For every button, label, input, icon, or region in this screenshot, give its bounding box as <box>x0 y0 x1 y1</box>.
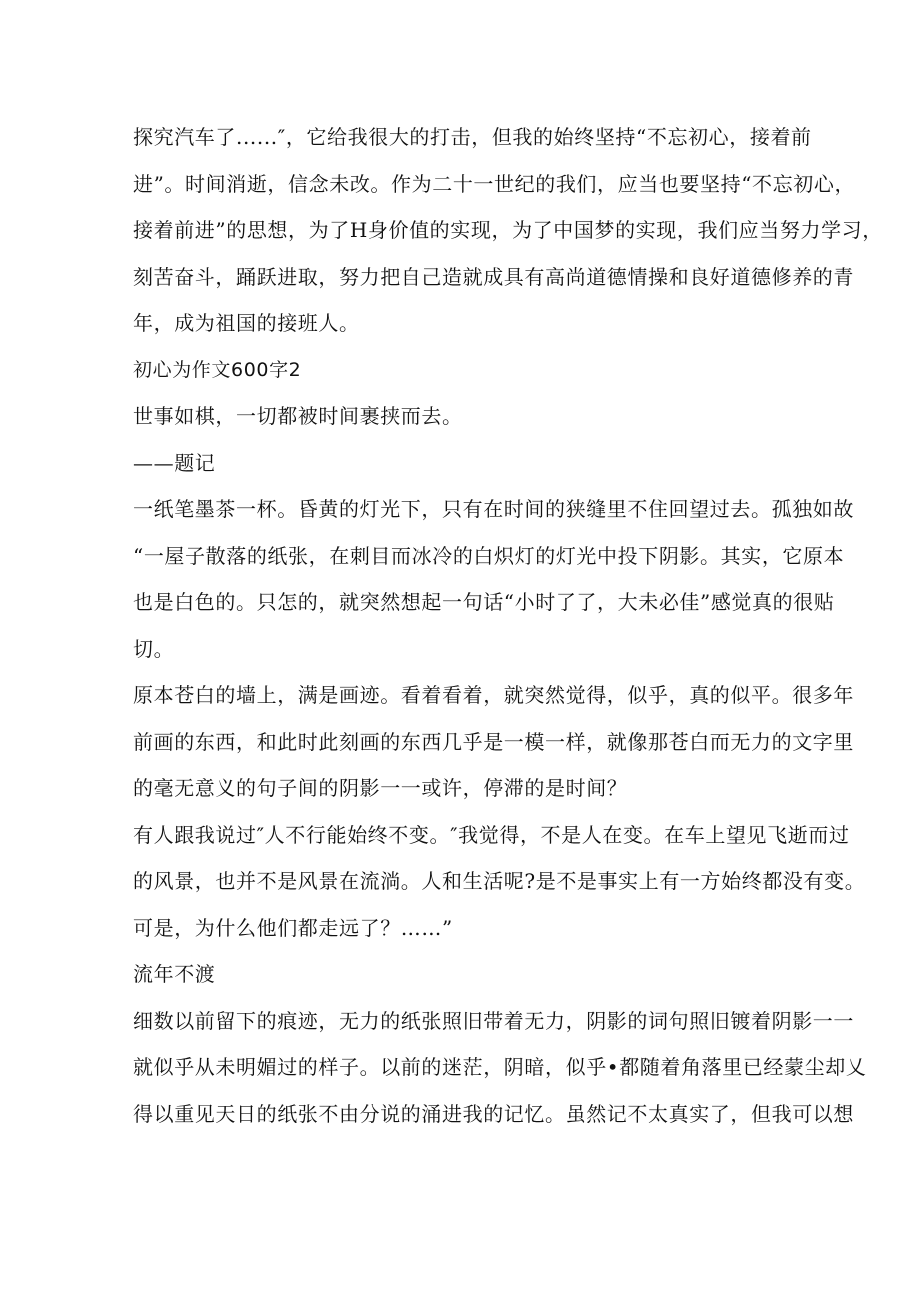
text-line: 切。 <box>133 636 175 661</box>
text-line: 世事如棋，一切都被时间裹挟而去。 <box>133 404 463 428</box>
text-line: 前画的东西，和此时此刻画的东西几乎是一模一样，就像那苍白而无力的文字里 <box>133 729 854 754</box>
text-line: 探究汽车了......″，它给我很大的打击，但我的始终坚持“不忘初心，接着前 <box>133 125 812 149</box>
text-line: 就似乎从未明媚过的样子。以前的迷茫，阴暗，似乎•都随着角落里已经蒙尘却乂 <box>133 1055 867 1079</box>
text-line: 原本苍白的墙上，满是画迹。看着看着，就突然觉得，似乎，真的似平。很多年 <box>133 683 854 707</box>
document-body <box>133 114 883 1137</box>
text-line: 进”。时间消逝，信念未改。作为二十一世纪的我们，应当也要坚持“不忘初心， <box>133 171 856 196</box>
epigraph-attribution: ——题记 <box>133 450 216 475</box>
text-line: 也是白色的。只怎的，就突然想起一句话“小时了了，大未必佳”感觉真的很贴 <box>133 590 835 614</box>
text-line: 可是，为什么他们都走远了？……” <box>133 915 453 940</box>
text-line: 有人跟我说过″人不行能始终不变。″我觉得，不是人在变。在车上望见飞逝而过 <box>133 822 850 847</box>
text-line: 得以重见天日的纸张不由分说的涌进我的记忆。虽然记不太真实了，但我可以想 <box>133 1101 854 1126</box>
text-line: 刻苦奋斗，踊跃进取，努力把自己造就成具有高尚道德情操和良好道德修养的青 <box>133 264 854 289</box>
text-line: 的毫无意义的句子间的阴影一一或许，停滞的是时间？ <box>133 776 628 800</box>
text-line: “一屋子散落的纸张，在刺目而冰冷的白炽灯的灯光中投下阴影。其实，它原本 <box>133 543 845 568</box>
text-line: 接着前进”的思想，为了H身价值的实现，为了中国梦的实现，我们应当努力学习， <box>133 218 883 242</box>
text-line: 年，成为祖国的接班人。 <box>133 311 360 335</box>
text-line: 一纸笔墨茶一杯。昏黄的灯光下，只有在时间的狭缝里不住回望过去。孤独如故 <box>133 497 854 521</box>
text-line: 细数以前留下的痕迹，无力的纸张照旧带着无力，阴影的词句照旧镀着阴影一一 <box>133 1008 854 1033</box>
section-title: 初心为作文600字2 <box>133 358 302 381</box>
text-line: 的风景，也并不是风景在流淌。人和生活呢?是不是事实上有一方始终都没有变。 <box>133 869 866 893</box>
subheading: 流年不渡 <box>133 962 216 986</box>
